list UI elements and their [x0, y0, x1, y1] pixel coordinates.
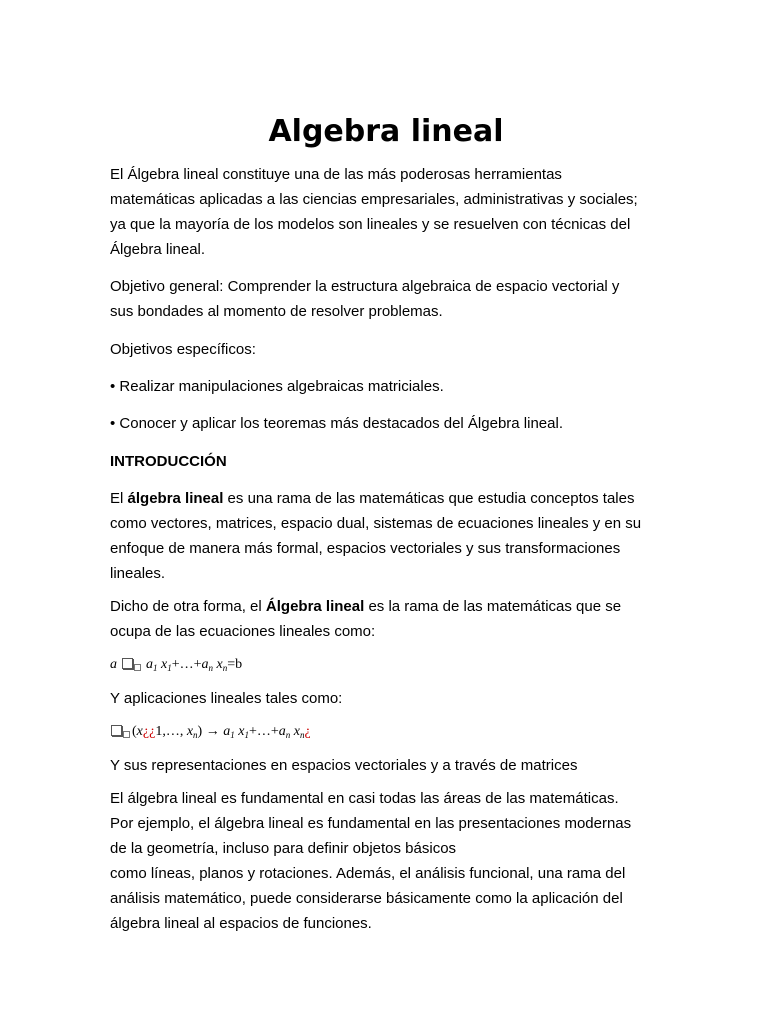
other-form-line: ocupa de las ecuaciones lineales como:	[110, 623, 376, 640]
fundamental-line: de la geometría, incluso para definir objetos básicos	[110, 840, 457, 857]
eq-x1: x	[238, 724, 245, 739]
bullet-item: • Conocer y aplicar los teoremas más destacados del Álgebra lineal.	[110, 415, 563, 432]
eq-sub: n	[299, 730, 305, 740]
representations-line: Y sus representaciones en espacios vectoriales y a través de matrices	[110, 757, 578, 774]
other-form-paragraph	[110, 594, 662, 644]
eq-close-paren: )	[197, 724, 203, 739]
fundamental-line: Por ejemplo, el álgebra lineal es fundamental en las presentaciones modernas	[110, 815, 632, 832]
definition-line: enfoque de manera más formal, espacios vectoriales y sus transformaciones	[110, 540, 621, 557]
eq-dots: ,…,	[162, 724, 184, 739]
eq-inverted-question: ¿	[304, 724, 311, 739]
other-form-line	[110, 594, 662, 619]
other-form-bold-term: Álgebra lineal	[265, 598, 365, 615]
eq-sub: 1	[230, 730, 235, 740]
eq-equals-b: =b	[227, 657, 243, 672]
objective-general-line: sus bondades al momento de resolver problemas.	[110, 303, 443, 320]
intro-line: Álgebra lineal.	[110, 241, 206, 258]
eq-sub: n	[208, 663, 214, 673]
linear-maps-label: Y aplicaciones lineales tales como:	[110, 690, 343, 707]
definition-line: como vectores, matrices, espacio dual, sistemas de ecuaciones lineales y en su	[110, 515, 642, 532]
eq-a1: a	[146, 657, 153, 672]
eq-plus-dots: +…+	[248, 724, 279, 739]
intro-line: matemáticas aplicadas a las ciencias empresariales, administrativas y sociales;	[110, 191, 638, 208]
eq-plus-dots: +…+	[171, 657, 202, 672]
objectives-specific-label: Objetivos específicos:	[110, 341, 256, 358]
eq-sub: n	[285, 730, 291, 740]
definition-line: lineales.	[110, 565, 166, 582]
eq-xn: x	[186, 724, 194, 739]
eq-sub: 1	[153, 663, 158, 673]
eq-open-paren: (	[132, 724, 137, 739]
eq-a1: a	[223, 724, 231, 739]
section-heading-introduccion: INTRODUCCIÓN	[110, 453, 227, 470]
eq-an: a	[201, 657, 209, 672]
eq-one: 1	[155, 724, 163, 739]
eq-inverted-question: ¿	[149, 724, 156, 739]
eq-sub: 1	[244, 730, 249, 740]
intro-line: El Álgebra lineal constituye una de las más poderosas herramientas	[110, 166, 562, 183]
eq-an: a	[278, 724, 286, 739]
bullet-item: • Realizar manipulaciones algebraicas matriciales.	[110, 378, 444, 395]
definition-line1-rest: es una rama de las matemáticas que estudia conceptos tales	[223, 490, 635, 507]
eq-inverted-question: ¿	[142, 724, 150, 739]
fundamental-line: análisis matemático, puede considerarse básicamente como la aplicación del	[110, 890, 623, 907]
objective-general-line: Objetivo general: Comprender la estructura algebraica de espacio vectorial y	[110, 278, 620, 295]
page-title: Algebra lineal	[268, 114, 504, 149]
objective-general-paragraph	[110, 274, 662, 324]
missing-glyph-icon	[122, 658, 133, 669]
missing-glyph-small-icon	[134, 664, 141, 671]
intro-paragraph	[110, 162, 662, 262]
definition-bold-term: álgebra lineal	[127, 490, 224, 507]
eq-xn: x	[216, 657, 223, 672]
eq-arrow: →	[202, 724, 224, 739]
definition-prefix: El	[110, 490, 128, 507]
fundamental-line: El álgebra lineal es fundamental en casi todas las áreas de las matemáticas.	[110, 790, 619, 807]
equation-linear	[110, 652, 662, 677]
other-form-prefix: Dicho de otra forma, el	[110, 598, 266, 615]
fundamental-paragraph	[110, 786, 662, 936]
missing-glyph-icon	[111, 725, 122, 736]
definition-line	[110, 486, 662, 511]
intro-line: ya que la mayoría de los modelos son lineales y se resuelven con técnicas del	[110, 216, 631, 233]
eq-sub: n	[193, 730, 198, 740]
eq-x: x	[136, 724, 143, 739]
fundamental-line: como líneas, planos y rotaciones. Además, el análisis funcional, una rama del	[110, 865, 626, 882]
eq-xn: x	[293, 724, 300, 739]
eq-a: a	[110, 657, 117, 672]
missing-glyph-small-icon	[123, 731, 130, 738]
eq-sub: 1	[167, 663, 172, 673]
fundamental-line: álgebra lineal al espacios de funciones.	[110, 915, 372, 932]
definition-paragraph	[110, 486, 662, 586]
eq-sub: n	[222, 663, 228, 673]
other-form-line1-rest: es la rama de las matemáticas que se	[364, 598, 622, 615]
equation-map	[110, 719, 662, 744]
eq-x1: x	[161, 657, 168, 672]
